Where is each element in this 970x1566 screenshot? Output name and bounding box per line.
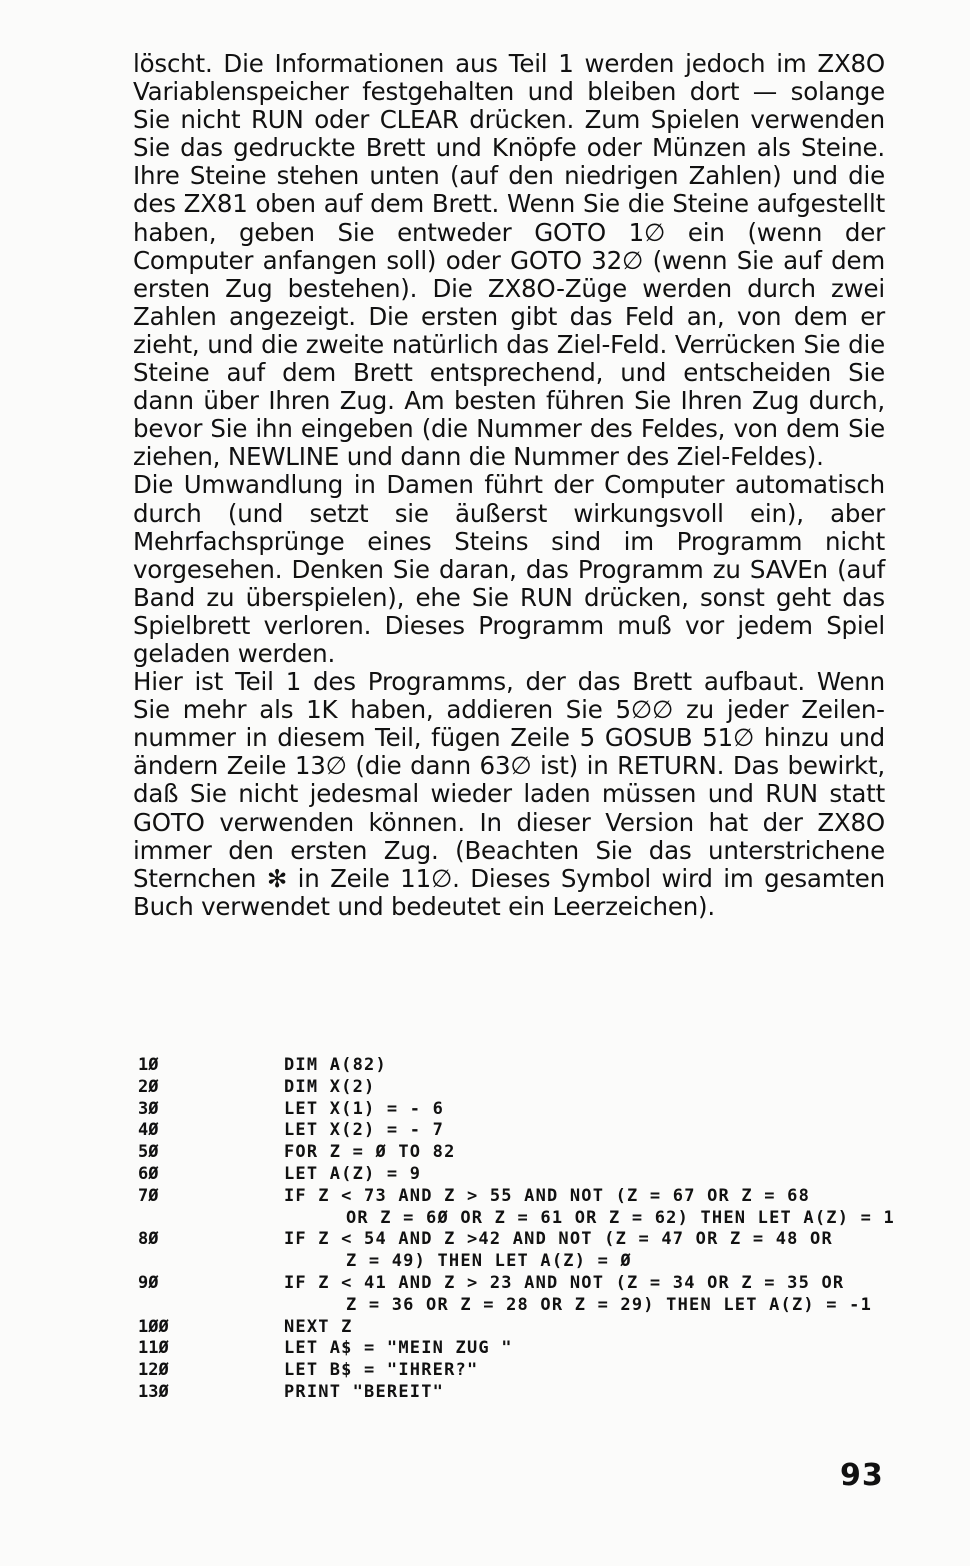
code-statement: IF Z < 73 AND Z > 55 AND NOT (Z = 67 OR Z = 68: [284, 1185, 811, 1206]
line-number: 9Ø: [138, 1272, 159, 1293]
body-text: [133, 50, 885, 921]
code-line: [138, 1382, 968, 1404]
code-statement: LET B$ = "IHRER?": [284, 1360, 479, 1381]
code-line: [138, 1360, 968, 1382]
code-statement: LET X(1) = - 6: [284, 1098, 445, 1119]
code-statement: DIM X(2): [284, 1076, 376, 1097]
line-number: 7Ø: [138, 1185, 159, 1206]
line-number: 13Ø: [138, 1381, 169, 1402]
basic-program-listing: [138, 1055, 968, 1404]
line-number: 6Ø: [138, 1163, 159, 1184]
line-number: 1ØØ: [138, 1316, 169, 1337]
paragraph: Die Umwandlung in Damen führt der Computer automatisch durch (und setzt sie äußerst wirkungsvoll ein), aber Mehrfachsprünge eines Steins sind im Programm nicht vorgesehen. Denken Sie daran, das Programm zu SAVEn (auf Band zu überspielen), ehe Sie RUN drücken, sonst geht das Spielbrett verloren. Dieses Programm muß vor jedem Spiel geladen werden.: [133, 470, 885, 668]
code-statement: Z = 49) THEN LET A(Z) = Ø: [346, 1251, 632, 1272]
code-line: [138, 1164, 968, 1186]
code-continuation-line: [138, 1251, 968, 1273]
code-line: [138, 1229, 968, 1251]
line-number: 2Ø: [138, 1076, 159, 1097]
line-number: 11Ø: [138, 1338, 169, 1359]
code-statement: FOR Z = Ø TO 82: [284, 1142, 456, 1163]
code-line: [138, 1055, 968, 1077]
code-continuation-line: [138, 1208, 968, 1230]
code-line: [138, 1077, 968, 1099]
line-number: 1Ø: [138, 1055, 159, 1075]
line-number: 8Ø: [138, 1229, 159, 1250]
code-statement: IF Z < 54 AND Z >42 AND NOT (Z = 47 OR Z = 48 OR: [284, 1229, 833, 1250]
code-statement: IF Z < 41 AND Z > 23 AND NOT (Z = 34 OR Z = 35 OR: [284, 1272, 845, 1293]
code-statement: LET A$ = "MEIN ZUG ": [284, 1338, 513, 1359]
code-statement: PRINT "BEREIT": [284, 1381, 445, 1402]
paragraph: löscht. Die Informationen aus Teil 1 werden jedoch im ZX8O Variablenspeicher festgehalten und bleiben dort — solange Sie nicht RUN oder CLEAR drücken. Zum Spielen verwenden Sie das gedruckte Brett und Knöpfe oder Münzen als Steine. Ihre Steine stehen unten (auf den niedrigen Zahlen) und die des ZX81 oben auf dem Brett. Wenn Sie die Steine aufgestellt haben, geben Sie entweder GOTO 1∅ ein (wenn der Computer anfangen soll) oder GOTO 32∅ (wenn Sie auf dem ersten Zug bestehen). Die ZX8O-Züge werden durch zwei Zahlen angezeigt. Die ersten gibt das Feld an, von dem er zieht, und die zweite natürlich das Ziel-Feld. Verrücken Sie die Steine auf dem Brett entsprechend, und entscheiden Sie dann über Ihren Zug. Am besten führen Sie Ihren Zug durch, bevor Sie ihn eingeben (die Nummer des Feldes, von dem Sie ziehen, NEWLINE und dann die Nummer des Ziel-Feldes).: [133, 49, 885, 472]
code-continuation-line: [138, 1295, 968, 1317]
code-line: [138, 1317, 968, 1339]
line-number: 5Ø: [138, 1142, 159, 1163]
code-line: [138, 1120, 968, 1142]
code-statement: LET A(Z) = 9: [284, 1163, 422, 1184]
code-statement: DIM A(82): [284, 1055, 387, 1075]
paragraph: Hier ist Teil 1 des Programms, der das Brett aufbaut. Wenn Sie mehr als 1K haben, addieren Sie 5∅∅ zu jeder Zeilennummer in diesem Teil, fügen Zeile 5 GOSUB 51∅ hinzu und ändern Zeile 13∅ (die dann 63∅ ist) in RETURN. Das bewirkt, daß Sie nicht jedesmal wieder laden müssen und RUN statt GOTO verwenden können. In dieser Version hat der ZX8O immer den ersten Zug. (Beachten Sie das unterstrichene Sternchen ✻ in Zeile 11∅. Dieses Symbol wird im gesamten Buch verwendet und bedeutet ein Leerzeichen).: [133, 667, 885, 921]
code-line: [138, 1099, 968, 1121]
code-statement: LET X(2) = - 7: [284, 1120, 445, 1141]
line-number: 3Ø: [138, 1098, 159, 1119]
code-statement: Z = 36 OR Z = 28 OR Z = 29) THEN LET A(Z) = -1: [346, 1294, 873, 1315]
code-line: [138, 1142, 968, 1164]
code-statement: NEXT Z: [284, 1316, 353, 1337]
code-statement: OR Z = 6Ø OR Z = 61 OR Z = 62) THEN LET A(Z) = 1: [346, 1207, 895, 1228]
line-number: 12Ø: [138, 1360, 169, 1381]
page-number: 93: [840, 1458, 884, 1493]
code-line: [138, 1273, 968, 1295]
line-number: 4Ø: [138, 1120, 159, 1141]
code-line: [138, 1338, 968, 1360]
code-line: [138, 1186, 968, 1208]
